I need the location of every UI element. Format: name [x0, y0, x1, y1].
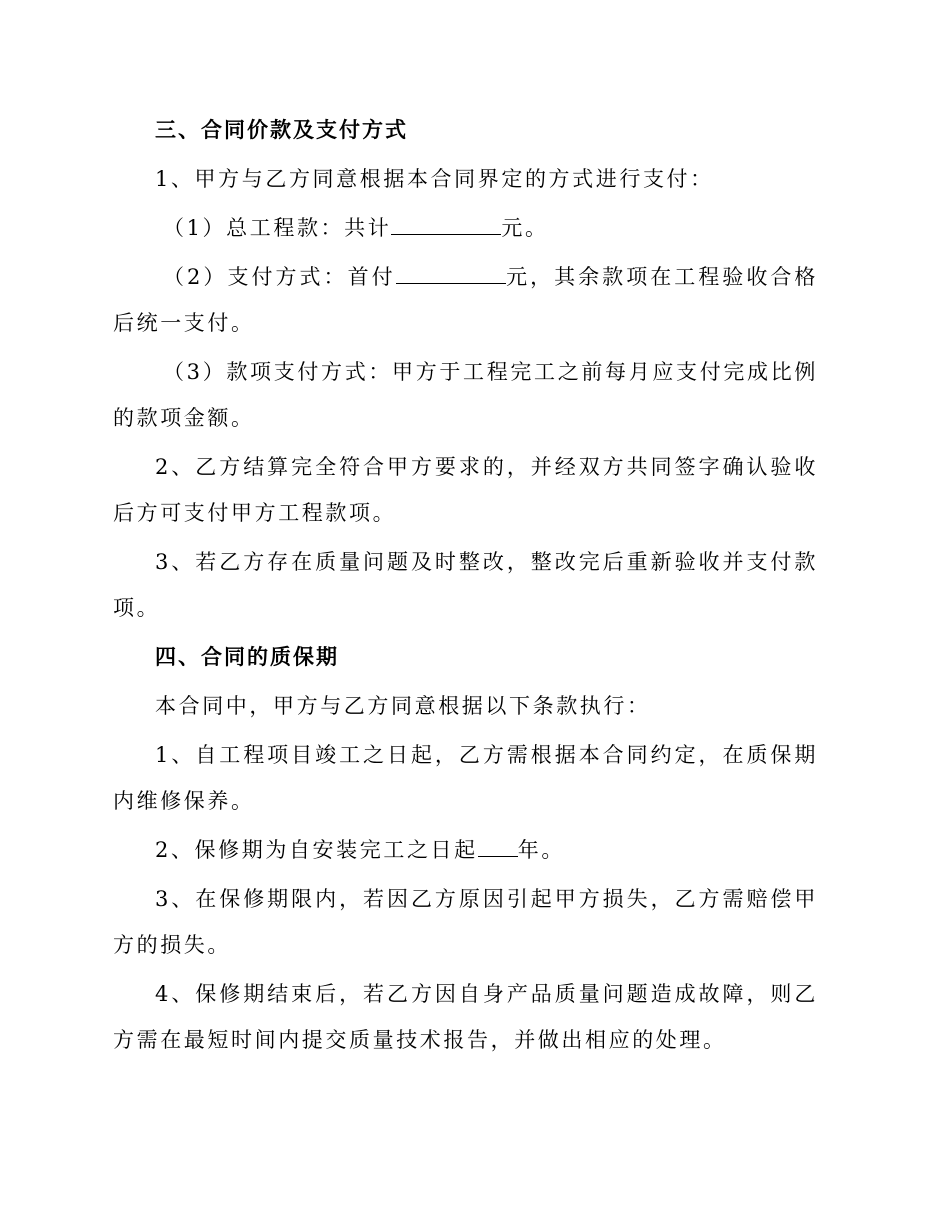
item-2-prefix: （2）支付方式：首付	[163, 265, 396, 289]
section-4-paragraph-4: 4、保修期结束后，若乙方因自身产品质量问题造成故障，则乙方需在最短时间内提交质量技术报告，并做出相应的处理。	[113, 982, 818, 1052]
section-4-heading: 四、合同的质保期	[155, 645, 339, 669]
section-4-intro: 本合同中，甲方与乙方同意根据以下条款执行：	[155, 694, 651, 718]
item-1-suffix: 元。	[501, 216, 549, 240]
total-amount-blank	[391, 212, 501, 235]
section-3-item-3: （3）款项支付方式：甲方于工程完工之前每月应支付完成比例的款项金额。	[113, 360, 818, 430]
section-4-paragraph-2	[113, 827, 818, 873]
document-body	[113, 107, 818, 1066]
section-3-paragraph-3: 3、若乙方存在质量问题及时整改，整改完后重新验收并支付款项。	[113, 550, 818, 620]
warranty-prefix: 2、保修期为自安装完工之日起	[155, 838, 478, 862]
warranty-years-blank	[478, 834, 518, 857]
section-4-paragraph-1: 1、自工程项目竣工之日起，乙方需根据本合同约定，在质保期内维修保养。	[113, 743, 818, 813]
warranty-suffix: 年。	[517, 838, 565, 862]
item-1-prefix: （1）总工程款：共计	[163, 216, 392, 240]
section-3-item-1	[113, 205, 818, 251]
section-4-paragraph-3: 3、在保修期限内，若因乙方原因引起甲方损失，乙方需赔偿甲方的损失。	[113, 887, 818, 957]
section-3-heading: 三、合同价款及支付方式	[155, 118, 408, 142]
section-3-paragraph-1: 1、甲方与乙方同意根据本合同界定的方式进行支付：	[155, 167, 714, 191]
down-payment-blank	[396, 261, 506, 284]
section-3-item-2	[113, 254, 818, 346]
item-2-suffix: 元，其余款项在工程验收合格后统一支付。	[113, 265, 818, 335]
section-3-paragraph-2: 2、乙方结算完全符合甲方要求的，并经双方共同签字确认验收后方可支付甲方工程款项。	[113, 455, 818, 525]
